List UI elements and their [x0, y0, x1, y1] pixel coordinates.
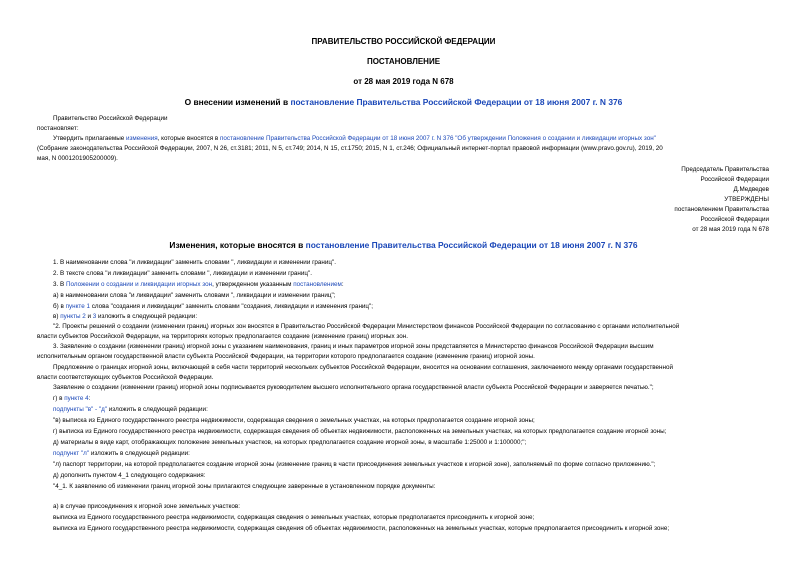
extract-real-estate: выписка из Единого государственного реестра недвижимости, содержащая сведения об объектах недвижимости, расположенных на земельных участках, которые предполагается присоединить к игорной зоне; — [53, 525, 670, 532]
application-signing: Заявление о создании (изменении границ) игорной зоны подписывается руководителем высшего исполнительного органа государственной власти субъекта Российской Федерации и заверяется печатью."; — [53, 384, 654, 391]
subpoint-l-label: изложить в следующей редакции: — [89, 450, 190, 457]
changes-title-prefix: Изменения, которые вносятся в — [169, 240, 306, 250]
document-title-link[interactable]: постановление Правительства Российской Федерации от 18 июня 2007 г. N 376 — [290, 97, 623, 107]
subpoint-l — [53, 450, 190, 458]
approval-line-2: постановлением Правительства — [674, 206, 769, 213]
subitem-b — [53, 303, 373, 311]
preamble-line-4: (Собрание законодательства Российской Федерации, 2007, N 26, ст.3181; 2011, N 5, ст.749; 2014, N 15, ст.1750; 2015, N 1, ст.246; Официальный интернет-портал правовой информации (www.pravo.gov.ru), 2019, 20 — [37, 145, 663, 152]
subitem-g-text-b: : — [88, 395, 91, 402]
item-3-text-b: , утвержденном указанным — [212, 281, 294, 288]
proposal-line-1: Предложение о границах игорной зоны, включающей в себя части территорий нескольких субъектов Российской Федерации, вносится на основании соглашения, заключаемого между органами государственной — [53, 364, 674, 371]
point-1-link[interactable]: пункте 1 — [65, 303, 90, 310]
approval-line-1: УТВЕРЖДЕНЫ — [724, 196, 769, 203]
points-2-link[interactable]: пункты 2 — [60, 313, 86, 320]
document-type: ПОСТАНОВЛЕНИЕ — [366, 57, 441, 66]
government-name: ПРАВИТЕЛЬСТВО РОССИЙСКОЙ ФЕДЕРАЦИИ — [311, 37, 496, 46]
subpoint-l-text: "л) паспорт территории, на которой предполагается создание игорной зоны (изменение границ в части присоединения земельных участков к игорной зоне), заполняемый по форме согласно приложению."; — [53, 461, 656, 468]
resolution-376-link[interactable]: постановление Правительства Российской Федерации от 18 июня 2007 г. N 376 "Об утверждении Положения о создании и ликвидации игорных зон" — [220, 135, 656, 142]
paragraph-3-line-1: 3. Заявление о создании (изменении границ) игорной зоны с указанием наименования, границ и иных параметров игорной зоны представляется в Министерство финансов Российской Федерации высшим — [53, 343, 654, 350]
document-title-prefix: О внесении изменений в — [184, 97, 291, 107]
subitem-g-text-a: г) в — [53, 395, 65, 402]
subitem-v — [53, 313, 197, 321]
approval-line-3: Российской Федерации — [700, 216, 769, 223]
subitem-v-text-a: в) — [53, 313, 61, 320]
paragraph-2-line-2: власти субъектов Российской Федерации, на территориях которых предполагается создание (изменение границ) игорных зон. — [37, 333, 408, 340]
item-3-text-c: : — [341, 281, 344, 288]
paragraph-3-line-2: исполнительным органом государственной власти субъекта Российской Федерации, на территории которого предполагается создание (изменение границ) игорной зоны. — [37, 353, 535, 360]
signature-line-2: Российской Федерации — [700, 176, 769, 183]
subpoint-v-text: "в) выписка из Единого государственного реестра недвижимости, содержащая сведения о земельных участках, на которых предполагается создание игорной зоны; — [53, 417, 535, 424]
resolution-link[interactable]: постановлением — [293, 281, 342, 288]
subitem-v-text-c: изложить в следующей редакции: — [96, 313, 198, 320]
subitem-b-text-a: б) в — [53, 303, 66, 310]
item-2: 2. В тексте слова "и ликвидации" заменить словами ", ликвидации и изменении границ". — [53, 270, 312, 277]
preamble-line-2: постановляет: — [37, 125, 79, 132]
document-date-number: от 28 мая 2019 года N 678 — [353, 77, 454, 86]
subpoint-l-link[interactable]: подпункт "л" — [53, 450, 90, 457]
subitem-g — [53, 395, 90, 403]
point-3-link[interactable]: 3 — [92, 313, 97, 320]
changes-link[interactable]: изменения — [126, 135, 158, 142]
paragraph-2-line-1: "2. Проекты решений о создании (изменении границ) игорных зон вносятся в Правительство Российской Федерации Министерством финансов Российской Федерации по согласованию с органами исполнительной — [53, 323, 680, 330]
preamble-text-b: , которые вносятся в — [157, 135, 221, 142]
preamble-line-1: Правительство Российской Федерации — [53, 115, 168, 122]
signature-line-3: Д.Медведев — [733, 186, 769, 193]
subpoint-g-text: г) выписка из Единого государственного реестра недвижимости, содержащая сведения об объектах недвижимости, расположенных на земельных участках, на которых предполагается создание игорной зоны; — [53, 428, 667, 435]
document-title — [0, 97, 807, 107]
preamble-line-3 — [53, 135, 656, 143]
subitem-b-text-b: слова "создания и ликвидации" заменить словами "создания, ликвидации и изменения границ"; — [90, 303, 374, 310]
item-1: 1. В наименовании слова "и ликвидации" заменить словами ", ликвидации и изменении границ". — [53, 259, 336, 266]
subitem-a: а) в наименовании слова "и ликвидации" заменить словами ", ликвидации и изменении границ"; — [53, 292, 336, 299]
approval-line-4: от 28 мая 2019 года N 678 — [692, 226, 769, 233]
changes-title-link[interactable]: постановление Правительства Российской Федерации от 18 июня 2007 г. N 376 — [305, 240, 638, 250]
regulation-link[interactable]: Положении о создании и ликвидации игорных зон — [65, 281, 213, 288]
proposal-line-2: власти соответствующих субъектов Российской Федерации. — [37, 374, 214, 381]
point-4-link[interactable]: пункте 4 — [64, 395, 89, 402]
subitem-d: д) дополнить пунктом 4_1 следующего содержания: — [53, 472, 206, 479]
extract-land-plots: выписка из Единого государственного реестра недвижимости, содержащая сведения о земельных участках, которые предполагается присоединить к игорной зоне; — [53, 514, 535, 521]
changes-title — [0, 240, 807, 250]
subpoints-v-d-text: изложить в следующей редакции: — [107, 406, 208, 413]
case-a: а) в случае присоединения к игорной зоне земельных участков: — [53, 503, 240, 510]
subitem-v-text-b: и — [85, 313, 93, 320]
subpoints-v-d-link[interactable]: подпункты "в" - "д" — [53, 406, 108, 413]
subpoints-v-d — [53, 406, 208, 414]
item-3 — [53, 281, 344, 289]
point-4-1: "4_1. К заявлению об изменении границ игорной зоны прилагаются следующие заверенные в установленном порядке документы: — [53, 483, 436, 490]
preamble-line-5: мая, N 0001201905200009). — [37, 155, 118, 162]
item-3-text-a: 3. В — [53, 281, 66, 288]
preamble-text-a: Утвердить прилагаемые — [53, 135, 126, 142]
signature-line-1: Председатель Правительства — [681, 166, 769, 173]
subpoint-d-text: д) материалы в виде карт, отображающих положение земельных участков, на которых предполагается создание игорной зоны, в масштабе 1:25000 и 1:100000;"; — [53, 439, 527, 446]
